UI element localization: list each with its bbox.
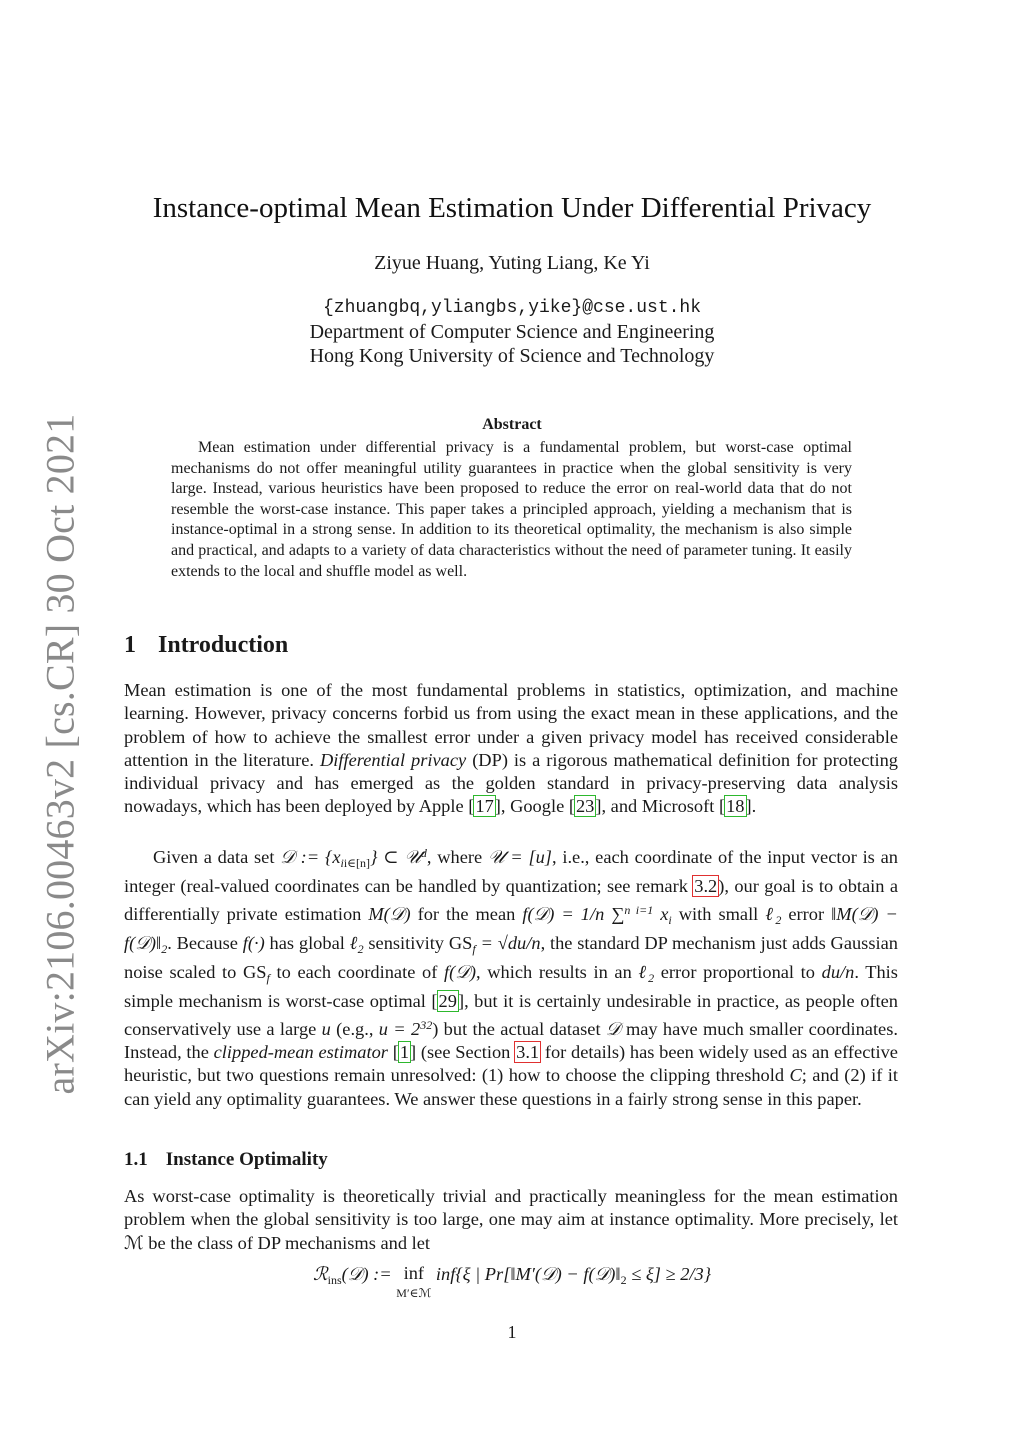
text-span: .: [751, 796, 757, 817]
math-global-sensitivity: $GS_f = √du/n$: [448, 932, 541, 956]
text-span: , but it is certainly undesirable in practice, as people often conservatively use a large: [124, 991, 898, 1039]
text-span: to each coordinate of: [276, 962, 438, 983]
abstract-heading: Abstract: [482, 416, 542, 433]
math-index-set: i∈[n]: [343, 856, 371, 870]
author-list: Ziyue Huang, Yuting Liang, Ke Yi: [374, 252, 650, 274]
math-universe: 𝒰 = [u]: [487, 847, 552, 867]
citation-link[interactable]: [17]: [468, 796, 501, 817]
section-number: 1: [124, 632, 136, 658]
citation-link[interactable]: [18]: [718, 796, 752, 817]
affiliation-block: [0, 296, 1024, 368]
text-span: , and Microsoft: [601, 796, 715, 817]
text-span: , where: [426, 847, 483, 867]
text-span: ), our goal is to obtain a differentially private estimation: [124, 876, 898, 924]
text-span: ; and (2) if it can yield any optimality guarantees. We answer these questions in a fairly strong sense in this paper.: [124, 1065, 898, 1109]
text-span: for details) has been widely used as an effective heuristic, but two questions remain unresolved: (1) how to choose the clipping threshold: [124, 1042, 898, 1086]
math-subset: } ⊂ 𝒰$^d$: [370, 846, 427, 867]
section-heading-introduction: [124, 632, 288, 659]
math-dataset: 𝒟 := {$x_i$: [280, 847, 344, 870]
text-span: may have much smaller coordinates. Instead, the: [124, 1018, 898, 1063]
math-c: C: [789, 1065, 802, 1086]
text-span: , Google: [500, 796, 565, 817]
math-u: u: [321, 1018, 331, 1039]
text-span: (e.g.,: [336, 1018, 374, 1039]
citation-ref-google[interactable]: 23: [575, 796, 595, 817]
math-l2: ℓ$_2$: [765, 903, 782, 927]
citation-ref-apple[interactable]: 17: [475, 796, 494, 817]
text-span: for the mean: [417, 903, 516, 924]
subsection-title: Instance Optimality: [165, 1149, 328, 1170]
text-span: has global: [269, 932, 345, 953]
text-span: , the standard DP mechanism just adds Gaussian noise scaled to: [124, 932, 898, 983]
arxiv-identifier-stamp: arXiv:2106.00463v2 [cs.CR] 30 Oct 2021: [37, 413, 83, 1095]
math-mechanism: M(𝒟): [368, 903, 411, 924]
text-span: error: [788, 903, 825, 924]
term-clipped-mean-estimator: clipped-mean estimator: [213, 1042, 388, 1063]
text-span: (DP) is a rigorous mathematical definition for protecting individual privacy and has emerged as the golden standard in privacy-preserving data analysis nowadays, which has been deployed by Apple: [124, 749, 898, 817]
citation-link[interactable]: [29]: [431, 991, 465, 1012]
text-span: error proportional to: [660, 962, 815, 983]
text-span: Given a data set: [153, 847, 275, 867]
paper-title: Instance-optimal Mean Estimation Under Differential Privacy: [152, 192, 872, 224]
citation-link[interactable]: [1]: [392, 1042, 417, 1063]
citation-ref-microsoft[interactable]: 18: [726, 796, 745, 817]
intro-paragraph-2: [124, 842, 898, 1111]
abstract-text: Mean estimation under differential privacy is a fundamental problem, but worst-case optimal mechanisms do not offer meaningful utility guarantees in practice when the global sensitivity is very large. Instead, various heuristics have been proposed to reduce the error on real-world data that do not resemble the worst-case instance. This paper takes a principled approach, yielding a mechanism that is instance-optimal in a strong sense. In addition to its theoretical optimality, the mechanism is also simple and practical, and adapts to a variety of data characteristics without the need of parameter tuning. It easily extends to the local and shuffle model as well.: [171, 439, 852, 580]
citation-link[interactable]: [23]: [568, 796, 602, 817]
author-emails[interactable]: {zhuangbq,yliangbs,yike}@cse.ust.hk: [322, 298, 702, 318]
instance-optimality-paragraph: As worst-case optimality is theoretically trivial and practically meaningless for the mean estimation problem when the global sensitivity is too large, one may aim at instance optimality. More precisely, let ℳ be the class of DP mechanisms and let: [124, 1186, 898, 1253]
math-fd: f(𝒟): [443, 962, 477, 983]
crossref-remark[interactable]: 3.2: [694, 876, 718, 897]
crossref-section[interactable]: 3.1: [516, 1042, 540, 1063]
equation-r-ins: ℛ$_{ins}$(𝒟) := inf M′∈ℳ inf{ξ | Pr[‖M′(𝒟) − $f(𝒟)‖_2 \le \xi] \ge 2/3$}: [312, 1263, 712, 1300]
math-gs: $GS_f$: [243, 962, 270, 986]
text-span: . Because: [167, 932, 238, 953]
page-number: 1: [507, 1322, 517, 1342]
text-span: (see Section: [420, 1042, 511, 1063]
math-error-norm: ‖M(𝒟) − $f(𝒟)‖_2$: [124, 903, 898, 956]
university: Hong Kong University of Science and Technology: [309, 345, 715, 367]
text-span: , i.e., each coordinate of the input vector is an integer (real-valued coordinates can be handled by quantization; see remark: [124, 847, 898, 897]
math-l2: ℓ$_2$: [349, 932, 364, 956]
citation-ref-clipped[interactable]: 1: [399, 1042, 410, 1063]
term-differential-privacy: Differential privacy: [319, 749, 467, 770]
citation-ref-worst-case[interactable]: 29: [438, 991, 457, 1012]
text-span: sensitivity: [368, 932, 445, 953]
section-title: Introduction: [158, 632, 289, 658]
math-l2: ℓ$_2$: [638, 962, 655, 986]
subsection-number: 1.1: [124, 1149, 148, 1170]
math-f: f(·): [242, 932, 265, 953]
math-mean: f(𝒟) = 1/n ∑$^{n i=1}$ $x_i$: [522, 902, 672, 927]
text-span: . This simple mechanism is worst-case optimal: [124, 962, 898, 1012]
math-u-value: $u = 2^{32}$: [378, 1017, 433, 1039]
text-span: Mean estimation is one of the most fundamental problems in statistics, optimization, and machine learning. However, privacy concerns forbid us from using the exact mean in these applications, and the problem of how to achieve the smallest error under a given privacy model has received considerable attention in the literature.: [124, 680, 898, 770]
intro-paragraph-1: [124, 679, 898, 819]
text-span: , which results in an: [476, 962, 632, 983]
math-dataset-symbol: 𝒟: [605, 1018, 621, 1039]
department: Department of Computer Science and Engineering: [309, 321, 715, 343]
subsection-heading-instance-optimality: [124, 1149, 328, 1171]
math-du: du/n: [821, 962, 855, 983]
text-span: with small: [678, 903, 759, 924]
text-span: ) but the actual dataset: [432, 1018, 601, 1039]
